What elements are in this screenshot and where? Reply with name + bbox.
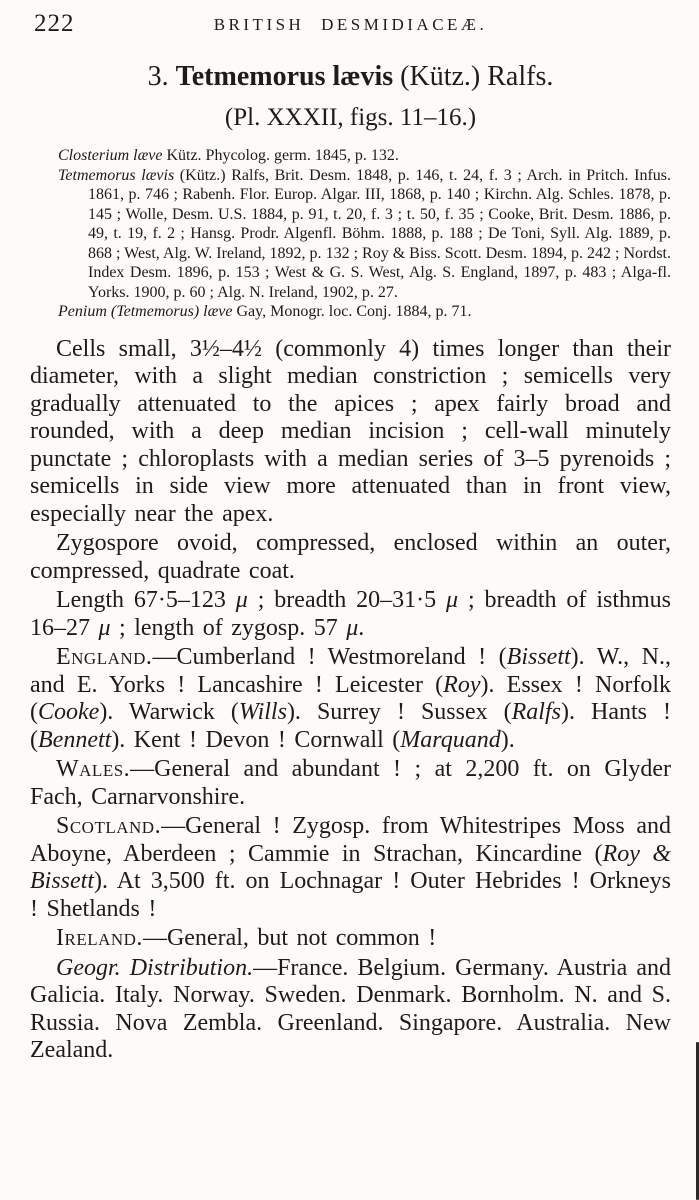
- paragraph-dimensions: Length 67·5–123 μ ; breadth 20–31·5 μ ; breadth of isthmus 16–27 μ ; length of zygosp. 57 μ.: [30, 587, 671, 641]
- synonymy-entry: Tetmemorus lævis (Kütz.) Ralfs, Brit. Desm. 1848, p. 146, t. 24, f. 3 ; Arch. in Pritch. Infus. 1861, p. 746 ; Rabenh. Flor. Europ. Algar. III, 1868, p. 140 ; Kirchn. Alg. Schles. 1878, p. 145 ; Wolle, Desm. U.S. 1884, p. 91, t. 20, f. 3 ; t. 50, f. 35 ; Cooke, Brit. Desm. 1886, p. 49, t. 19, f. 2 ; Hansg. Prodr. Algenfl. Böhm. 1888, p. 188 ; De Toni, Syll. Alg. 1889, p. 868 ; West, Alg. W. Ireland, 1892, p. 132 ; Roy & Biss. Scott. Desm. 1894, p. 242 ; Nordst. Index Desm. 1896, p. 153 ; West & G. S. West, Alg. S. England, 1897, p. 483 ; Alga-fl. Yorks. 1900, p. 60 ; Alg. N. Ireland, 1902, p. 27.: [58, 166, 671, 301]
- paragraph-geographic-distribution: Geogr. Distribution.—France. Belgium. Germany. Austria and Galicia. Italy. Norway. Sweden. Denmark. Bornholm. N. and S. Russia. Nova Zembla. Greenland. Singapore. Australia. New Zealand.: [30, 954, 671, 1063]
- page-number: 222: [34, 10, 75, 37]
- paragraph-england-records: England.—Cumberland ! Westmoreland ! (Bissett). W., N., and E. Yorks ! Lancashire ! Leicester (Roy). Essex ! Norfolk (Cooke). Warwick (Wills). Surrey ! Sussex (Ralfs). Hants ! (Bennett). Kent ! Devon ! Cornwall (Marquand).: [30, 644, 671, 753]
- species-heading: 3. Tetmemorus lævis (Kütz.) Ralfs.: [147, 61, 554, 92]
- synonymy-entry: Penium (Tetmemorus) læve Gay, Monogr. loc. Conj. 1884, p. 71.: [58, 303, 472, 320]
- paragraph-cell-description: Cells small, 3½–4½ (commonly 4) times longer than their diameter, with a slight median constriction ; semicells very gradually attenuated to the apices ; apex fairly broad and rounded, with a deep median incision ; cell-wall minutely punctate ; chloroplasts with a median series of 3–5 pyrenoids ; semicells in side view more attenuated than in front view, especially near the apex.: [30, 335, 671, 527]
- page-header: [30, 8, 671, 42]
- synonymy-entry: Closterium læve Kütz. Phycolog. germ. 1845, p. 132.: [58, 147, 399, 164]
- description-section: [30, 336, 671, 1065]
- paragraph-ireland-records: Ireland.—General, but not common !: [56, 925, 437, 951]
- synonymy-section: [30, 146, 671, 322]
- running-title: BRITISH DESMIDIACEÆ.: [213, 15, 488, 34]
- paragraph-scotland-records: Scotland.—General ! Zygosp. from Whitestripes Moss and Aboyne, Aberdeen ; Cammie in Strachan, Kincardine (Roy & Bissett). At 3,500 ft. on Lochnagar ! Outer Hebrides ! Orkneys ! Shetlands !: [30, 813, 671, 922]
- paragraph-zygospore: Zygospore ovoid, compressed, enclosed within an outer, compressed, quadrate coat.: [30, 530, 671, 584]
- paragraph-wales-records: Wales.—General and abundant ! ; at 2,200 ft. on Glyder Fach, Carnarvonshire.: [30, 756, 671, 810]
- plate-reference: (Pl. XXXII, figs. 11–16.): [224, 104, 477, 131]
